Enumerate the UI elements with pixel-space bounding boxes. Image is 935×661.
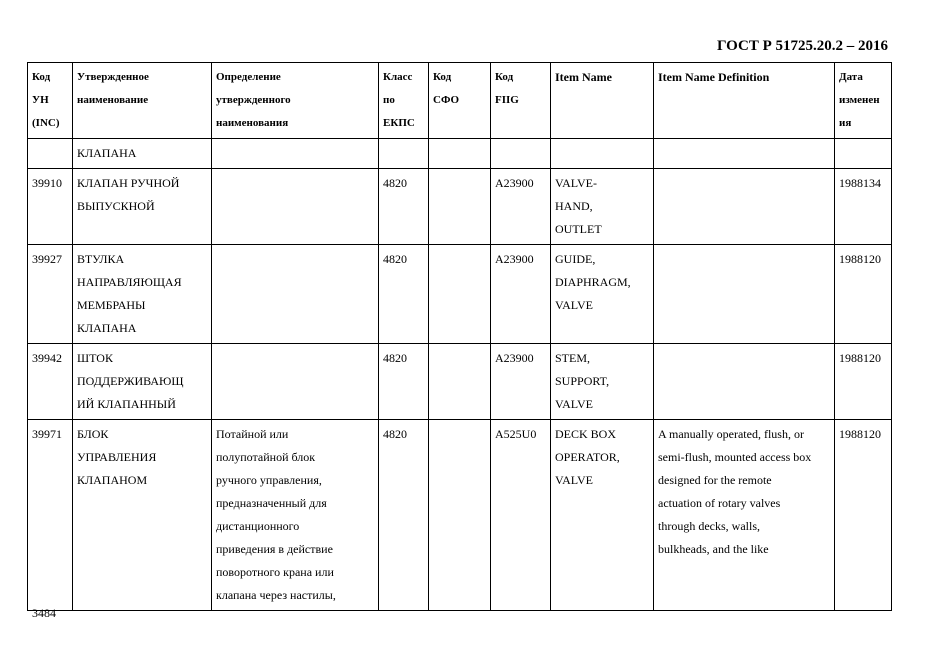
cell-line: ИЙ КЛАПАННЫЙ bbox=[77, 397, 176, 411]
header-row bbox=[28, 63, 892, 139]
cell-line: Класс bbox=[383, 71, 413, 83]
cell-inc: 39971 bbox=[28, 420, 73, 611]
table-row bbox=[28, 139, 892, 169]
cell-item-name bbox=[551, 420, 654, 611]
cell-line: semi-flush, mounted access box bbox=[658, 450, 812, 464]
cell-line: VALVE bbox=[555, 473, 594, 487]
cell-line: (INC) bbox=[32, 117, 60, 129]
cell-line: designed for the remote bbox=[658, 473, 772, 487]
cell-item-name bbox=[551, 139, 654, 169]
cell-line: DIAPHRAGM, bbox=[555, 275, 631, 289]
cell-line: A manually operated, flush, or bbox=[658, 427, 804, 441]
cell-line: КЛАПАНА bbox=[77, 321, 137, 335]
header-sfo bbox=[429, 63, 491, 139]
cell-sfo bbox=[429, 245, 491, 344]
table-row bbox=[28, 344, 892, 420]
cell-line: VALVE bbox=[555, 397, 594, 411]
cell-line: приведения в действие bbox=[216, 542, 333, 556]
cell-line: наименования bbox=[216, 117, 289, 129]
cell-definition bbox=[212, 169, 379, 245]
document-header: ГОСТ Р 51725.20.2 – 2016 bbox=[716, 38, 888, 54]
cell-date bbox=[835, 139, 892, 169]
cell-date: 1988120 bbox=[835, 420, 892, 611]
table-row bbox=[28, 169, 892, 245]
cell-sfo bbox=[429, 139, 491, 169]
cell-line: полупотайной блок bbox=[216, 450, 316, 464]
cell-line: ВТУЛКА bbox=[77, 252, 125, 266]
cell-line: OUTLET bbox=[555, 222, 602, 236]
cell-line: Утвержденное bbox=[77, 71, 149, 83]
cell-line: СФО bbox=[433, 94, 460, 106]
cell-inc: 39910 bbox=[28, 169, 73, 245]
cell-line: НАПРАВЛЯЮЩАЯ bbox=[77, 275, 182, 289]
cell-line: наименование bbox=[77, 94, 149, 106]
cell-line: поворотного крана или bbox=[216, 565, 334, 579]
cell-line: ПОДДЕРЖИВАЮЩ bbox=[77, 374, 184, 388]
cell-fiig: A23900 bbox=[491, 245, 551, 344]
cell-definition bbox=[212, 420, 379, 611]
cell-line: actuation of rotary valves bbox=[658, 496, 781, 510]
table-row bbox=[28, 245, 892, 344]
cell-line: ВЫПУСКНОЙ bbox=[77, 199, 155, 213]
cell-fiig: A23900 bbox=[491, 169, 551, 245]
cell-item-definition bbox=[654, 139, 835, 169]
cell-line: OPERATOR, bbox=[555, 450, 620, 464]
header-item-name bbox=[551, 63, 654, 139]
header-date bbox=[835, 63, 892, 139]
cell-name bbox=[73, 344, 212, 420]
header-class bbox=[379, 63, 429, 139]
cell-line: утвержденного bbox=[216, 94, 291, 106]
cell-line: GUIDE, bbox=[555, 252, 596, 266]
cell-class: 4820 bbox=[379, 169, 429, 245]
cell-sfo bbox=[429, 169, 491, 245]
cell-name bbox=[73, 420, 212, 611]
cell-line: МЕМБРАНЫ bbox=[77, 298, 146, 312]
cell-date: 1988120 bbox=[835, 245, 892, 344]
cell-inc: 39942 bbox=[28, 344, 73, 420]
cell-date: 1988134 bbox=[835, 169, 892, 245]
catalog-table bbox=[27, 62, 892, 611]
header-name bbox=[73, 63, 212, 139]
cell-item-definition bbox=[654, 169, 835, 245]
cell-class: 4820 bbox=[379, 420, 429, 611]
cell-line: VALVE- bbox=[555, 176, 598, 190]
cell-item-name bbox=[551, 169, 654, 245]
table-body bbox=[28, 63, 892, 611]
cell-line: Определение bbox=[216, 71, 281, 83]
cell-line: изменен bbox=[839, 94, 880, 106]
header-item-definition bbox=[654, 63, 835, 139]
cell-definition bbox=[212, 139, 379, 169]
cell-item-definition bbox=[654, 245, 835, 344]
cell-line: ЕКПС bbox=[383, 117, 415, 129]
table-row bbox=[28, 420, 892, 611]
cell-definition bbox=[212, 245, 379, 344]
cell-line: FIIG bbox=[495, 94, 519, 106]
cell-line: DECK BOX bbox=[555, 427, 617, 441]
cell-class: 4820 bbox=[379, 344, 429, 420]
cell-line: through decks, walls, bbox=[658, 519, 760, 533]
cell-fiig: A525U0 bbox=[491, 420, 551, 611]
cell-line: Потайной или bbox=[216, 427, 289, 441]
cell-class: 4820 bbox=[379, 245, 429, 344]
cell-line: по bbox=[383, 94, 395, 106]
cell-fiig: A23900 bbox=[491, 344, 551, 420]
cell-item-name bbox=[551, 245, 654, 344]
page-number: 3484 bbox=[32, 606, 56, 620]
cell-line: Код bbox=[433, 71, 452, 83]
cell-inc bbox=[28, 139, 73, 169]
cell-name bbox=[73, 139, 212, 169]
header-definition bbox=[212, 63, 379, 139]
cell-line: КЛАПАНОМ bbox=[77, 473, 148, 487]
cell-line: предназначенный для bbox=[216, 496, 327, 510]
cell-line: УН bbox=[32, 94, 49, 106]
cell-line: БЛОК bbox=[77, 427, 109, 441]
cell-line: HAND, bbox=[555, 199, 593, 213]
cell-line: УПРАВЛЕНИЯ bbox=[77, 450, 157, 464]
cell-sfo bbox=[429, 420, 491, 611]
cell-inc: 39927 bbox=[28, 245, 73, 344]
cell-fiig bbox=[491, 139, 551, 169]
cell-item-name bbox=[551, 344, 654, 420]
header-fiig bbox=[491, 63, 551, 139]
cell-line: Код bbox=[495, 71, 514, 83]
cell-sfo bbox=[429, 344, 491, 420]
cell-line: ручного управления, bbox=[216, 473, 322, 487]
cell-name bbox=[73, 169, 212, 245]
cell-line: Код bbox=[32, 71, 51, 83]
cell-line: bulkheads, and the like bbox=[658, 542, 769, 556]
cell-line: КЛАПАНА bbox=[77, 146, 137, 160]
cell-class bbox=[379, 139, 429, 169]
cell-line: КЛАПАН РУЧНОЙ bbox=[77, 176, 180, 190]
cell-line: SUPPORT, bbox=[555, 374, 610, 388]
cell-item-definition bbox=[654, 420, 835, 611]
cell-line: STEM, bbox=[555, 351, 591, 365]
cell-name bbox=[73, 245, 212, 344]
cell-item-definition bbox=[654, 344, 835, 420]
cell-line: Item Name bbox=[555, 70, 612, 84]
cell-line: клапана через настилы, bbox=[216, 588, 336, 602]
cell-line: Дата bbox=[839, 71, 863, 83]
cell-date: 1988120 bbox=[835, 344, 892, 420]
cell-line: ия bbox=[839, 117, 852, 129]
cell-line: Item Name Definition bbox=[658, 70, 770, 84]
cell-line: дистанционного bbox=[216, 519, 300, 533]
cell-definition bbox=[212, 344, 379, 420]
header-inc bbox=[28, 63, 73, 139]
cell-line: ШТОК bbox=[77, 351, 113, 365]
cell-line: VALVE bbox=[555, 298, 594, 312]
